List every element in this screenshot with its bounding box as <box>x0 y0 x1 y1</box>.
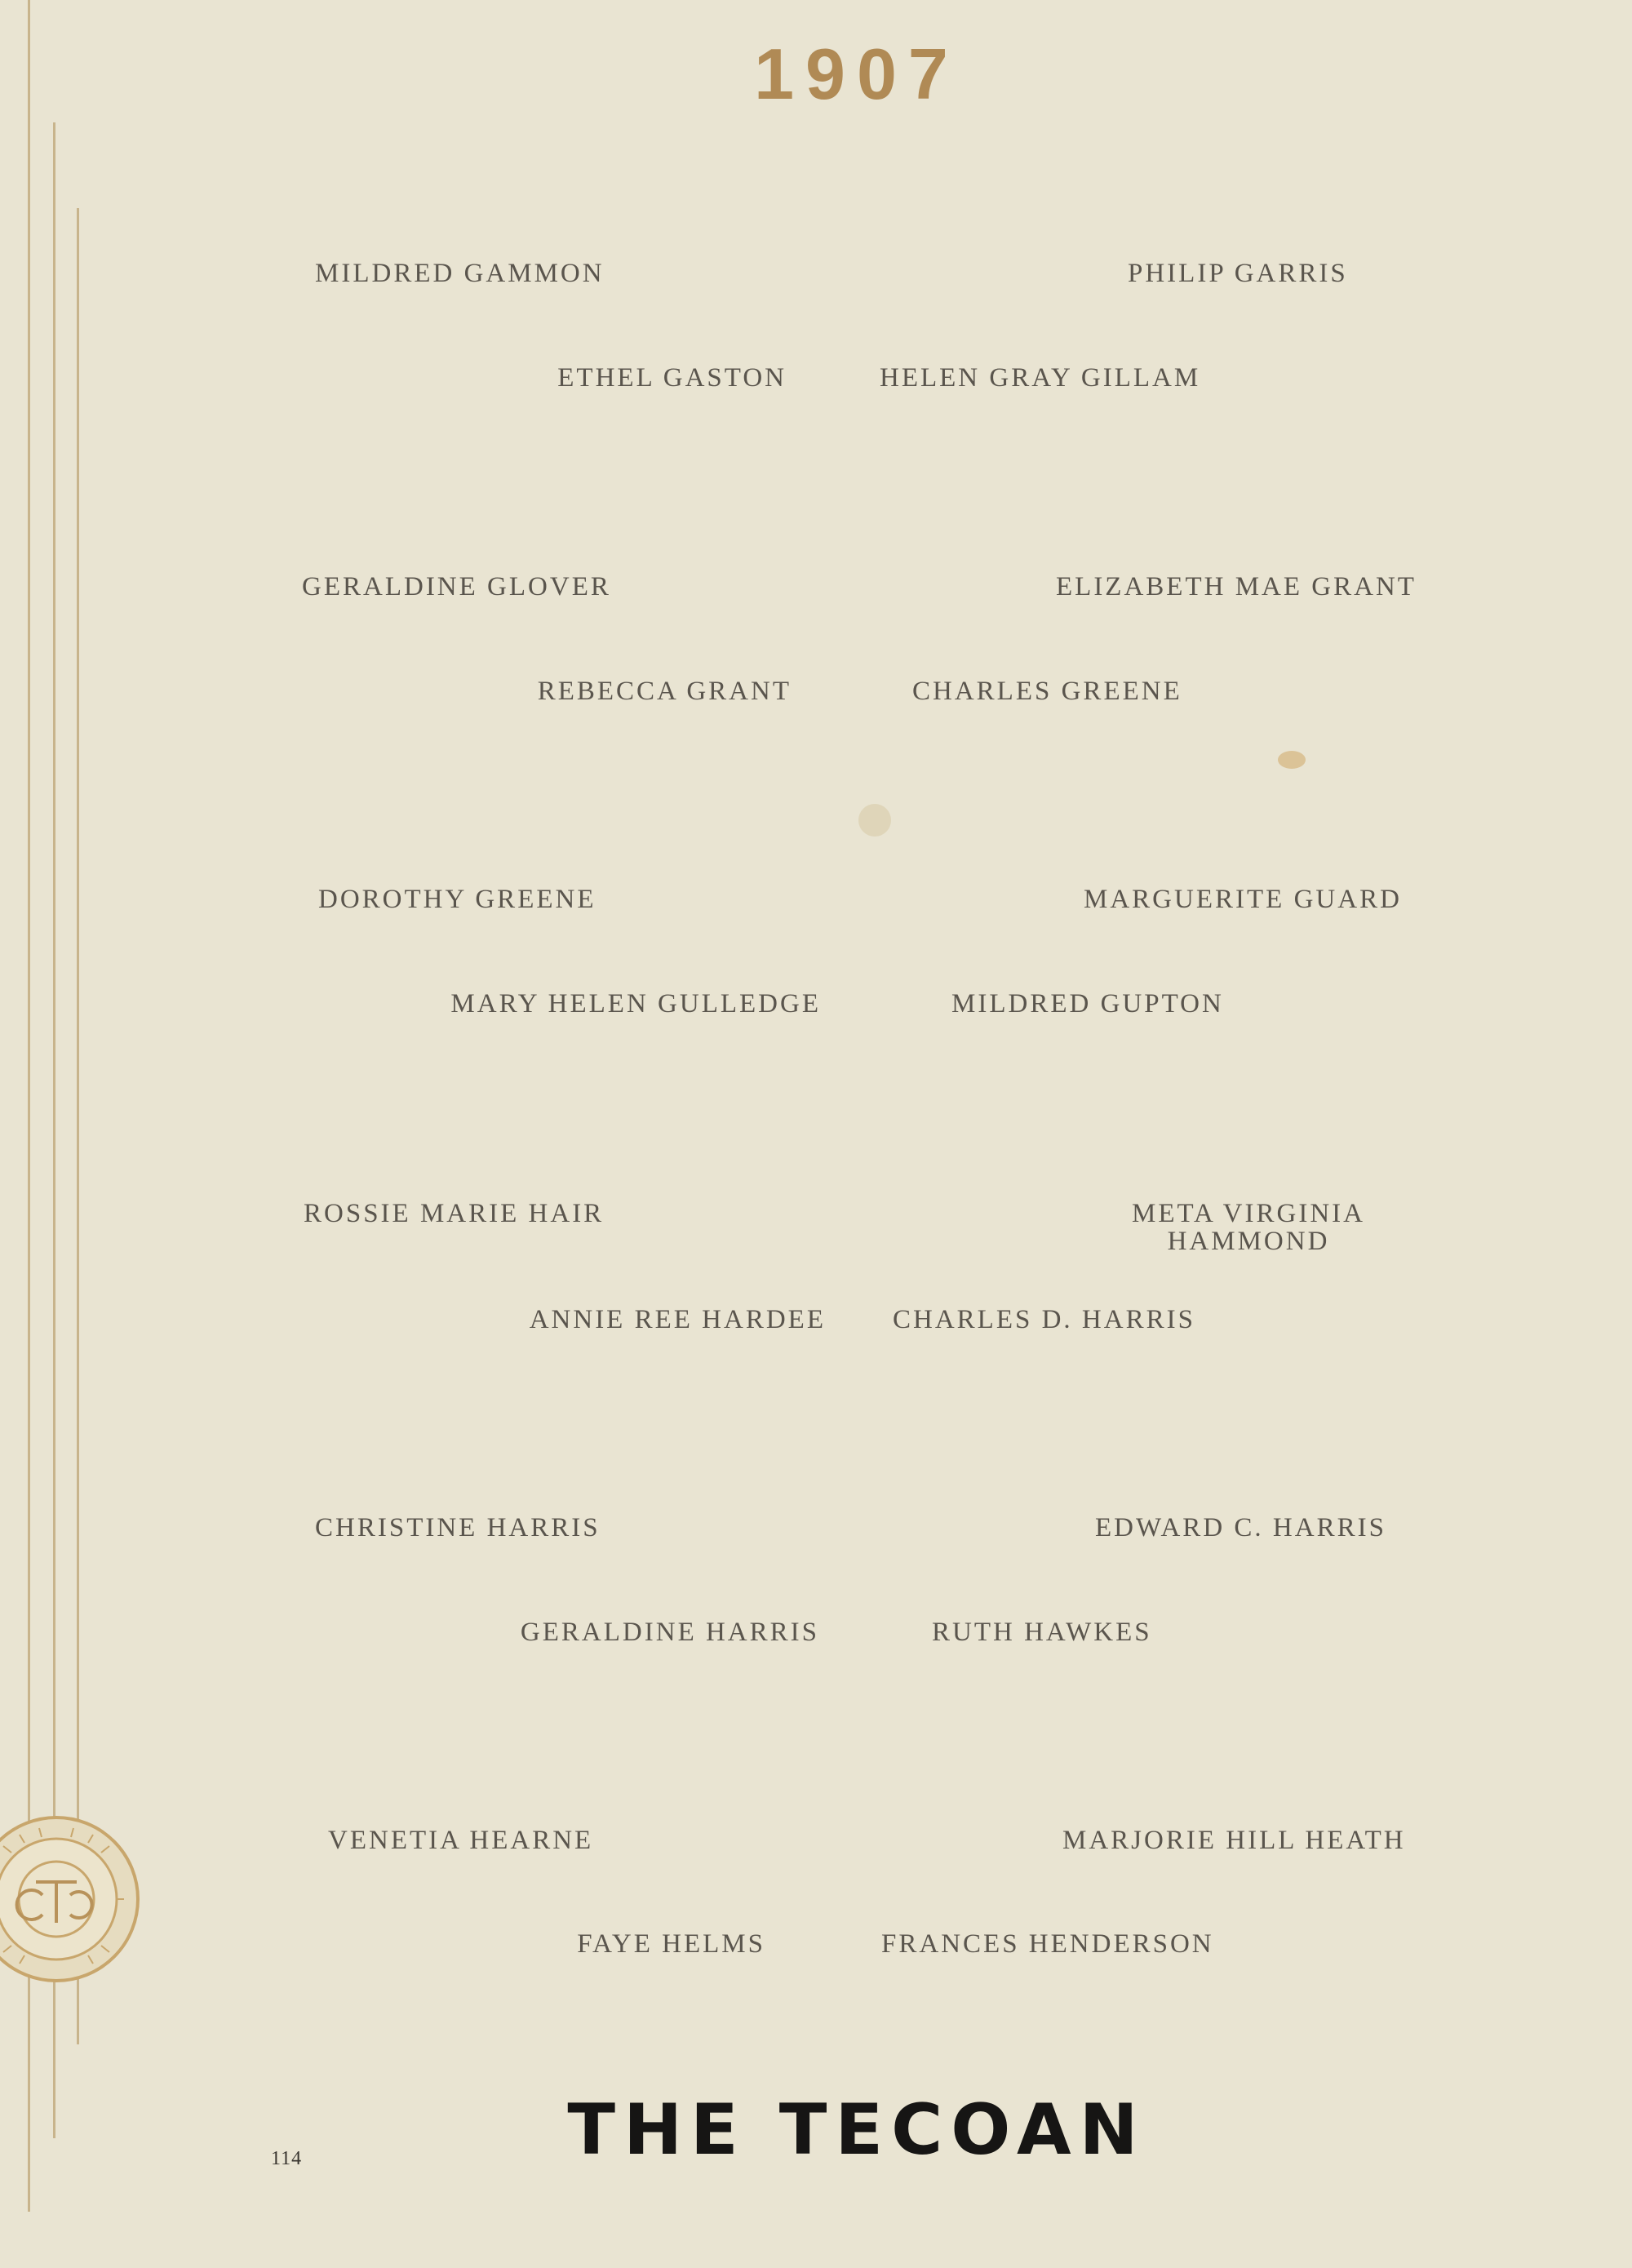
student-name: MARGUERITE GUARD <box>1084 885 1402 914</box>
student-name: ROSSIE MARIE HAIR <box>304 1199 605 1228</box>
paper-stain <box>1278 751 1306 769</box>
student-name: META VIRGINIA <box>1132 1199 1365 1228</box>
college-seal-icon <box>0 1813 142 1985</box>
student-name: ELIZABETH MAE GRANT <box>1056 572 1417 601</box>
student-name: CHARLES GREENE <box>912 677 1182 706</box>
student-name: GERALDINE HARRIS <box>520 1618 819 1647</box>
student-name: ANNIE REE HARDEE <box>529 1305 826 1334</box>
student-name: RUTH HAWKES <box>932 1618 1152 1647</box>
student-name: MARJORIE HILL HEATH <box>1062 1826 1406 1855</box>
student-name: EDWARD C. HARRIS <box>1095 1513 1386 1542</box>
paper-stain <box>858 804 891 837</box>
student-name: MARY HELEN GULLEDGE <box>450 989 821 1019</box>
yearbook-title: THE TECOAN <box>567 2089 1146 2171</box>
student-name: FAYE HELMS <box>577 1929 765 1959</box>
student-name: ETHEL GASTON <box>557 363 787 393</box>
page-number: 114 <box>271 2148 303 2169</box>
margin-rule-3 <box>77 208 79 2044</box>
student-name: HELEN GRAY GILLAM <box>880 363 1201 393</box>
student-name: MILDRED GUPTON <box>951 989 1224 1019</box>
student-name: CHRISTINE HARRIS <box>315 1513 601 1542</box>
student-name: MILDRED GAMMON <box>315 259 605 288</box>
student-name: FRANCES HENDERSON <box>881 1929 1214 1959</box>
class-year-heading: 1907 <box>754 33 960 114</box>
student-name: GERALDINE GLOVER <box>302 572 611 601</box>
student-name: PHILIP GARRIS <box>1128 259 1348 288</box>
student-name: REBECCA GRANT <box>537 677 792 706</box>
student-name: DOROTHY GREENE <box>318 885 596 914</box>
student-name: HAMMOND <box>1167 1227 1330 1256</box>
student-name: VENETIA HEARNE <box>328 1826 594 1855</box>
student-name: CHARLES D. HARRIS <box>893 1305 1195 1334</box>
